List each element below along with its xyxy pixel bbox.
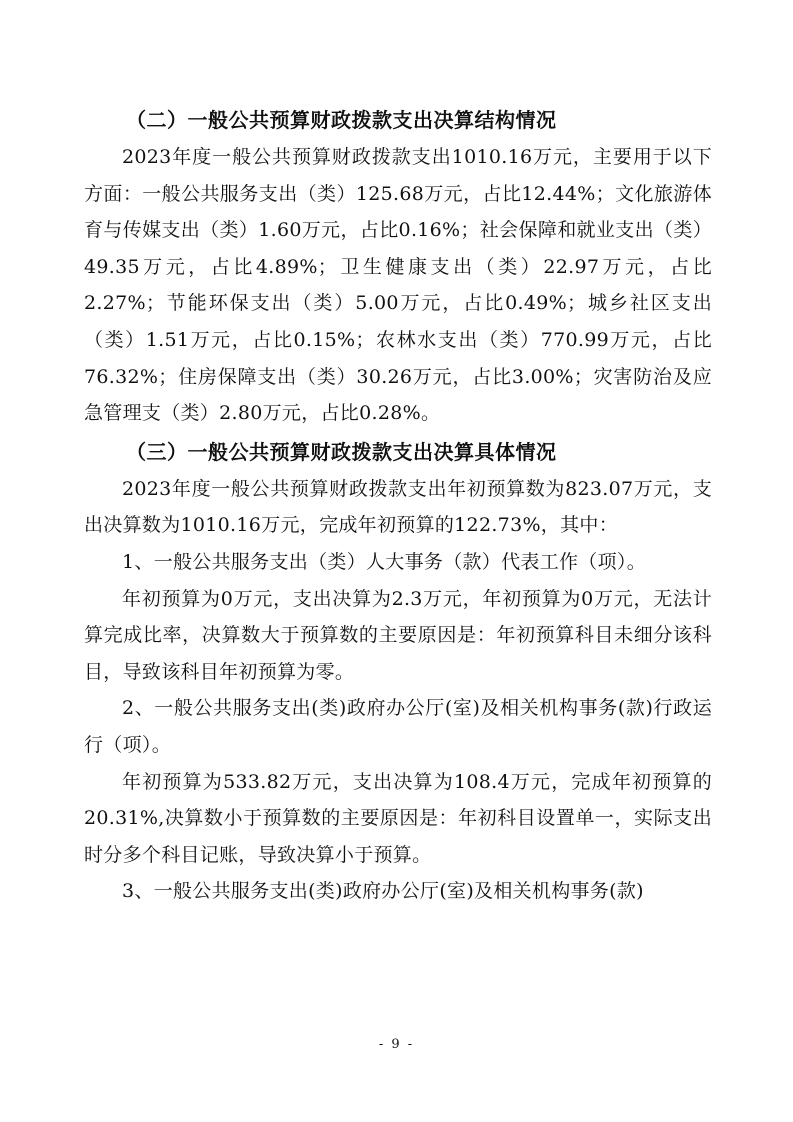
item-3-title: 3、一般公共服务支出(类)政府办公厅(室)及相关机构事务(款) <box>122 880 644 903</box>
document-body <box>84 102 712 910</box>
item-1-detail: 年初预算为0万元，支出决算为2.3万元，年初预算为0万元，无法计算完成比率，决算数大于预算数的主要原因是：年初预算科目未细分该科目，导致该科目年初预算为零。 <box>84 587 712 683</box>
item-2-title: 2、一般公共服务支出(类)政府办公厅(室)及相关机构事务(款)行政运行（项）。 <box>84 697 712 756</box>
section-heading-structure: （二）一般公共预算财政拨款支出决算结构情况 <box>126 108 557 132</box>
paragraph-structure: 2023年度一般公共预算财政拨款支出1010.16万元，主要用于以下方面：一般公共服务支出（类）125.68万元，占比12.44%；文化旅游体育与传媒支出（类）1.60万元，占比0.16%；社会保障和就业支出（类）49.35万元，占比4.89%；卫生健康支出（类）22.97万元，占比2.27%；节能环保支出（类）5.00万元，占比0.49%；城乡社区支出（类）1.51万元，占比0.15%；农林水支出（类）770.99万元，占比76.32%；住房保障支出（类）30.26万元，占比3.00%；灾害防治及应急管理支（类）2.80万元，占比0.28%。 <box>84 146 712 425</box>
item-1-title: 1、一般公共服务支出（类）人大事务（款）代表工作（项）。 <box>122 550 646 573</box>
paragraph-overview: 2023年度一般公共预算财政拨款支出年初预算数为823.07万元，支出决算数为1010.16万元，完成年初预算的122.73%，其中： <box>84 477 712 537</box>
section-heading-details: （三）一般公共预算财政拨款支出决算具体情况 <box>126 439 557 464</box>
page-number: - 9 - <box>378 1037 415 1052</box>
item-2-detail: 年初预算为533.82万元，支出决算为108.4万元，完成年初预算的20.31%,决算数小于预算数的主要原因是：年初科目设置单一，实际支出时分多个科目记账，导致决算小于预算。 <box>84 770 712 866</box>
